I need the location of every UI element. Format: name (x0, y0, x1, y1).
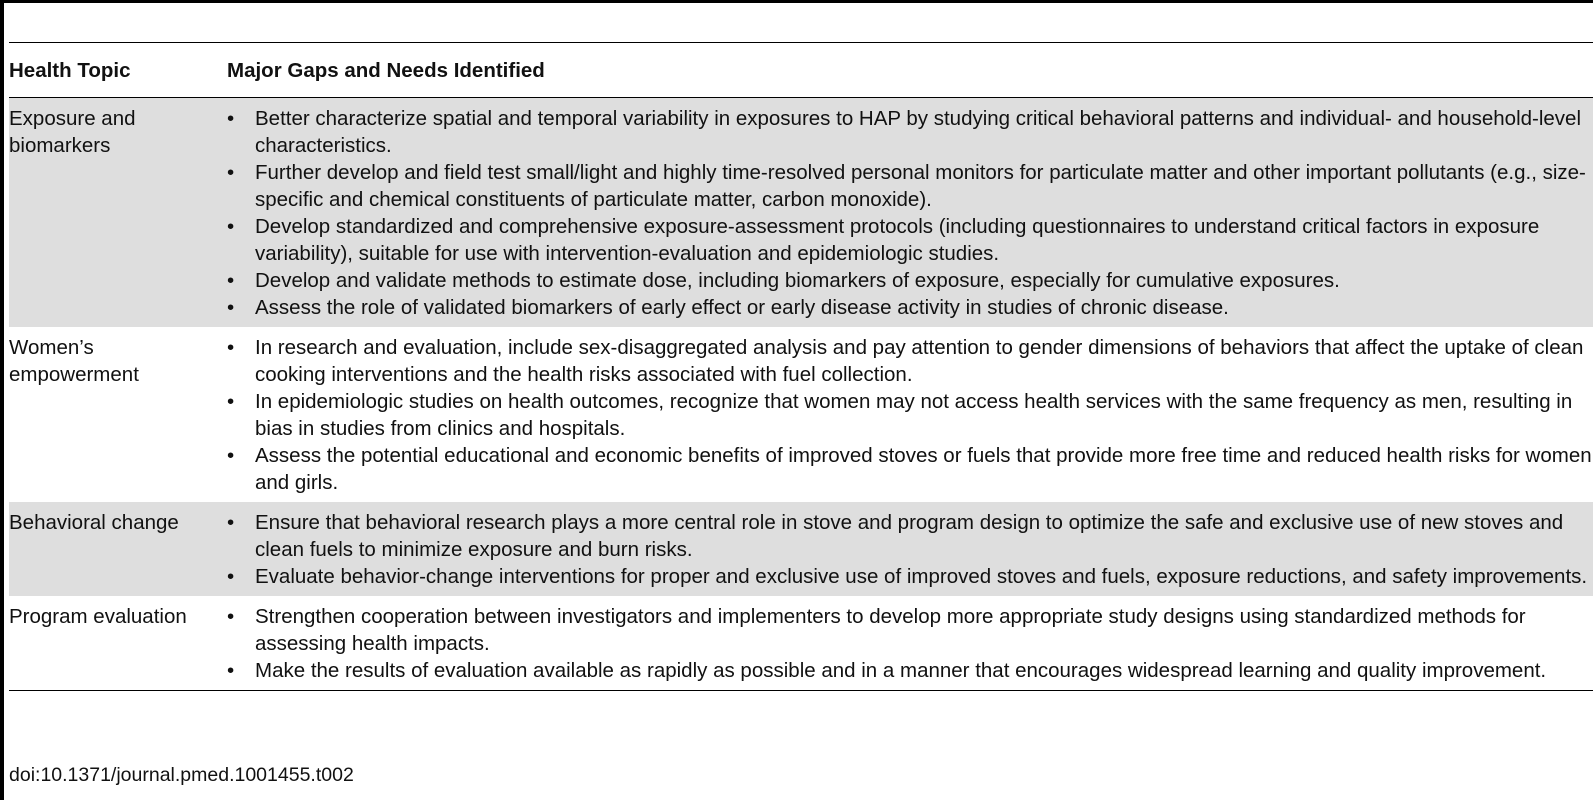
bullet-icon: • (227, 511, 235, 534)
table-row (9, 502, 1593, 596)
gaps-list (227, 105, 1593, 321)
list-item (227, 563, 1593, 590)
bullet-icon: • (227, 444, 235, 467)
list-item (227, 159, 1593, 213)
gap-text: Develop standardized and comprehensive exposure-assessment protocols (including questionnaires to understand critical factors in exposure variability), suitable for use with intervention-evaluation and epidemiologic studies. (255, 215, 1540, 265)
health-topic-cell: Behavioral change (9, 502, 227, 596)
top-border (0, 0, 1593, 3)
table-header-row (9, 43, 1593, 98)
gap-text: Assess the potential educational and economic benefits of improved stoves or fuels that provide more free time and reduced health risks for women and girls. (255, 444, 1592, 494)
list-item (227, 388, 1593, 442)
bullet-icon: • (227, 659, 235, 682)
gap-text: Better characterize spatial and temporal variability in exposures to HAP by studying critical behavioral patterns and individual- and household-level characteristics. (255, 107, 1582, 157)
gaps-list (227, 334, 1593, 496)
health-topic-cell: Exposure and biomarkers (9, 98, 227, 328)
list-item (227, 509, 1593, 563)
gap-text: Strengthen cooperation between investigators and implementers to develop more appropriate study designs using standardized methods for assessing health impacts. (255, 605, 1526, 655)
bullet-icon: • (227, 336, 235, 359)
bullet-icon: • (227, 605, 235, 628)
bullet-icon: • (227, 107, 235, 130)
table-row (9, 327, 1593, 502)
doi-caption: doi:10.1371/journal.pmed.1001455.t002 (9, 764, 354, 786)
table-row (9, 596, 1593, 691)
gaps-table (9, 42, 1593, 691)
list-item (227, 657, 1593, 684)
gap-text: Ensure that behavioral research plays a more central role in stove and program design to optimize the safe and exclusive use of new stoves and clean fuels to minimize exposure and burn risks. (255, 511, 1564, 561)
gaps-cell (227, 98, 1593, 328)
bullet-icon: • (227, 390, 235, 413)
list-item (227, 213, 1593, 267)
gap-text: Develop and validate methods to estimate dose, including biomarkers of exposure, especially for cumulative exposures. (255, 269, 1340, 292)
gap-text: In research and evaluation, include sex-disaggregated analysis and pay attention to gender dimensions of behaviors that affect the uptake of clean cooking interventions and the health risks associated with fuel collection. (255, 336, 1584, 386)
list-item (227, 442, 1593, 496)
table-row (9, 98, 1593, 328)
gap-text: Assess the role of validated biomarkers of early effect or early disease activity in studies of chronic disease. (255, 296, 1229, 319)
gap-text: Make the results of evaluation available as rapidly as possible and in a manner that encourages widespread learning and quality improvement. (255, 659, 1547, 682)
list-item (227, 294, 1593, 321)
gaps-cell (227, 327, 1593, 502)
health-topic-cell: Women’s empowerment (9, 336, 139, 386)
bullet-icon: • (227, 565, 235, 588)
gap-text: Further develop and field test small/light and highly time-resolved personal monitors for particulate matter and other important pollutants (e.g., size-specific and chemical constituents of particulate matter, carbon monoxide). (255, 161, 1586, 211)
health-topic-cell: Program evaluation (9, 596, 227, 691)
gap-text: In epidemiologic studies on health outcomes, recognize that women may not access health services with the same frequency as men, resulting in bias in studies from clinics and hospitals. (255, 390, 1573, 440)
gap-text: Evaluate behavior-change interventions for proper and exclusive use of improved stoves and fuels, exposure reductions, and safety improvements. (255, 565, 1588, 588)
left-border (0, 0, 4, 800)
gaps-list (227, 603, 1593, 684)
bullet-icon: • (227, 161, 235, 184)
gaps-cell (227, 502, 1593, 596)
bullet-icon: • (227, 269, 235, 292)
gaps-list (227, 509, 1593, 590)
list-item (227, 603, 1593, 657)
gaps-cell (227, 596, 1593, 691)
list-item (227, 105, 1593, 159)
bullet-icon: • (227, 296, 235, 319)
header-health-topic: Health Topic (9, 43, 227, 98)
list-item (227, 267, 1593, 294)
list-item (227, 334, 1593, 388)
gaps-table-container (9, 42, 1593, 691)
header-major-gaps: Major Gaps and Needs Identified (227, 43, 1593, 98)
bullet-icon: • (227, 215, 235, 238)
